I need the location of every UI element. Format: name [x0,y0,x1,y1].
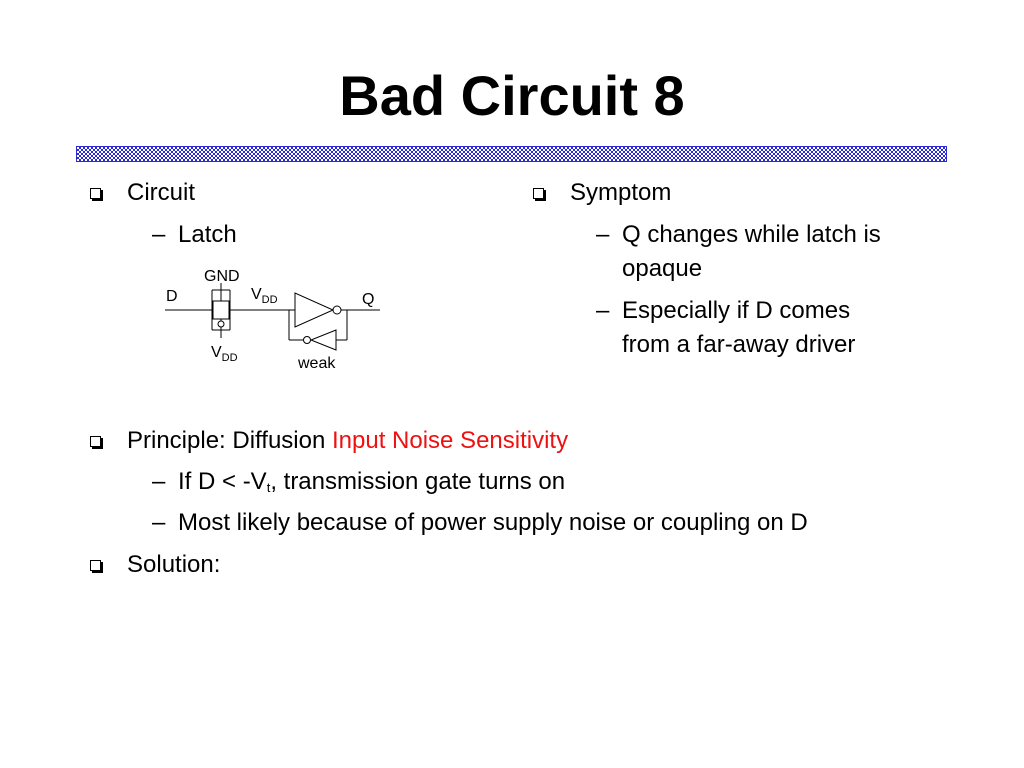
principle-bullet [90,424,568,458]
weak-inverter [311,330,336,350]
symptom-text-1: Q changes while latch is opaque [622,221,881,282]
solution-bullet [90,548,220,582]
latch-subitem [152,218,237,252]
weak-inverter-bubble [304,337,311,344]
principle-text: Principle: Diffusion Input Noise Sensitivity [127,427,569,454]
circuit-heading: Circuit [127,179,196,206]
bullet-box-icon [90,436,101,447]
principle-subitem-1-text: If $D < -V_t$, transmission gate turns on [178,468,566,495]
d-label: D [166,288,178,305]
bullet-box-icon [90,188,101,199]
bullet-box-icon [533,188,544,199]
principle-subitem-2 [152,506,808,540]
q-label: Q [362,291,375,308]
principle-highlight: Input Noise Sensitivity [331,427,569,454]
dash-marker: – [152,221,166,248]
solution-label: Solution: [127,551,221,578]
dash-marker: – [596,221,610,248]
symptom-bullet [533,176,671,210]
latch-text: Latch [178,221,237,248]
dash-marker: – [152,468,166,495]
principle-subitem-2-text: Most likely because of power supply noise or coupling on D [178,509,808,536]
transmission-gate-body [213,301,229,319]
symptom-heading: Symptom [570,179,672,206]
symptom-text-2: Especially if D comes from a far-away driver [622,297,856,358]
slide-title: Bad Circuit 8 [339,64,685,127]
tg-bubble [218,321,224,327]
symptom-subitem-2 [596,294,855,362]
circuit-bullet [90,176,195,210]
title-divider [76,146,947,162]
principle-subitem-1 [152,465,565,505]
dash-marker: – [596,297,610,324]
inverter-bubble [333,306,341,314]
bullet-box-icon [90,560,101,571]
gnd-label: GND [204,268,240,285]
vdd-label-top: $V_{DD}$ [251,286,278,306]
weak-label: weak [298,355,336,372]
vdd-label-bottom: $V_{DD}$ [211,344,238,364]
latch-circuit-diagram [155,260,395,375]
symptom-subitem-1 [596,218,881,286]
dash-marker: – [152,509,166,536]
main-inverter [295,293,333,327]
